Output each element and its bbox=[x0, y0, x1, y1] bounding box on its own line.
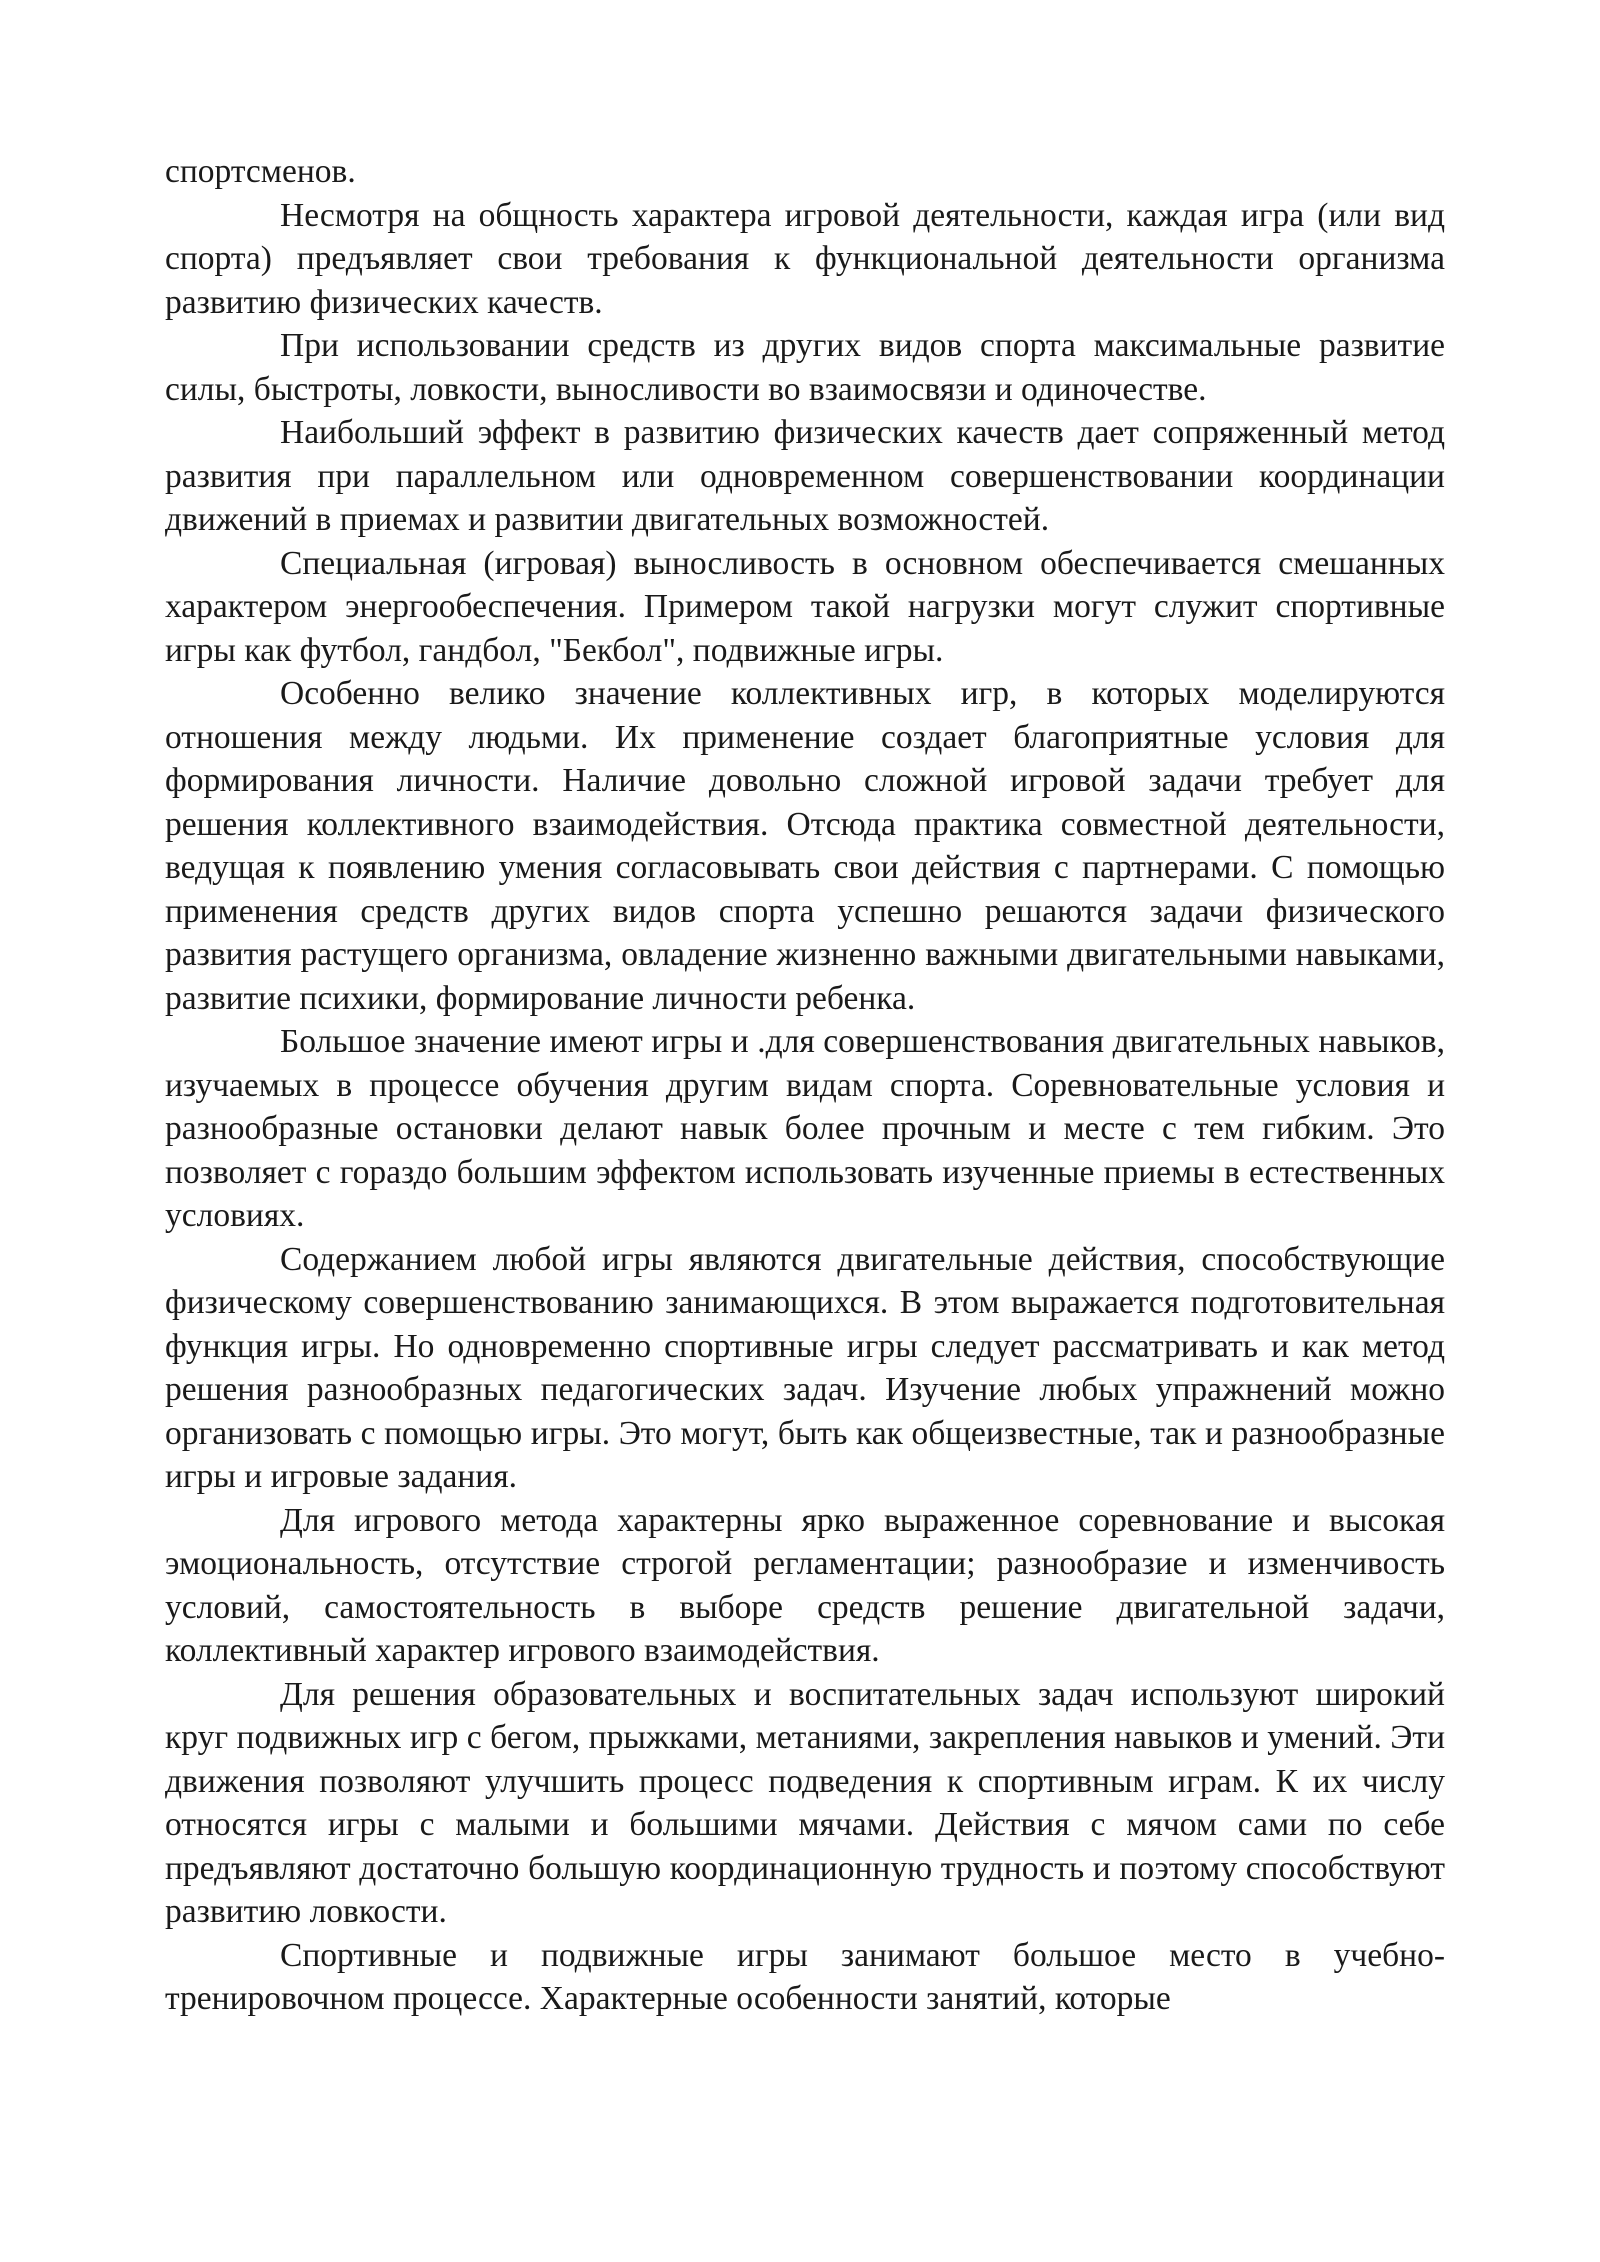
paragraph: При использовании средств из других видов спорта максимальные развитие силы, быстроты, ловкости, выносливости во взаимосвязи и одиночестве. bbox=[165, 327, 1445, 408]
paragraph: Большое значение имеют игры и .для совершенствования двигательных навыков, изучаемых в процессе обучения другим видам спорта. Соревновательные условия и разнообразные остановки делают навык более прочным и месте с тем гибким. Это позволяет с гораздо большим эффектом использовать изученные приемы в естественных условиях. bbox=[165, 1023, 1445, 1234]
document-page bbox=[165, 150, 1445, 2021]
paragraph: Несмотря на общность характера игровой деятельности, каждая игра (или вид спорта) предъявляет свои требования к функциональной деятельности организма развитию физических качеств. bbox=[165, 196, 1445, 321]
paragraph: Для игрового метода характерны ярко выраженное соревнование и высокая эмоциональность, отсутствие строгой регламентации; разнообразие и изменчивость условий, самостоятельность в выборе средств решение двигательной задачи, коллективный характер игрового взаимодействия. bbox=[165, 1501, 1445, 1669]
paragraph: Наибольший эффект в развитию физических качеств дает сопряженный метод развития при параллельном или одновременном совершенствовании координации движений в приемах и развитии двигательных возможностей. bbox=[165, 414, 1445, 538]
paragraph: Для решения образовательных и воспитательных задач используют широкий круг подвижных игр с бегом, прыжками, метаниями, закрепления навыков и умений. Эти движения позволяют улучшить процесс подведения к спортивным играм. К их числу относятся игры с малыми и большими мячами. Действия с мячом сами по себе предъявляют достаточно большую координационную трудность и поэтому способствуют развитию ловкости. bbox=[165, 1675, 1445, 1930]
paragraph: спортсменов. bbox=[165, 153, 356, 190]
paragraph: Особенно велико значение коллективных игр, в которых моделируются отношения между людьми. Их применение создает благоприятные условия для формирования личности. Наличие довольно сложной игровой задачи требует для решения коллективного взаимодействия. Отсюда практика совместной деятельности, ведущая к появлению умения согласовывать свои действия с партнерами. С помощью применения средств других видов спорта успешно решаются задачи физического развития растущего организма, овладение жизненно важными двигательными навыками, развитие психики, формирование личности ребенка. bbox=[165, 675, 1445, 1017]
paragraph: Спортивные и подвижные игры занимают большое место в учебно-тренировочном процессе. Характерные особенности занятий, которые bbox=[165, 1936, 1445, 2017]
paragraph: Специальная (игровая) выносливость в основном обеспечивается смешанных характером энергообеспечения. Примером такой нагрузки могут служит спортивные игры как футбол, гандбол, "Бекбол", подвижные игры. bbox=[165, 544, 1445, 669]
paragraph: Содержанием любой игры являются двигательные действия, способствующие физическому совершенствованию занимающихся. В этом выражается подготовительная функция игры. Но одновременно спортивные игры следует рассматривать и как метод решения разнообразных педагогических задач. Изучение любых упражнений можно организовать с помощью игры. Это могут, быть как общеизвестные, так и разнообразные игры и игровые задания. bbox=[165, 1240, 1445, 1495]
